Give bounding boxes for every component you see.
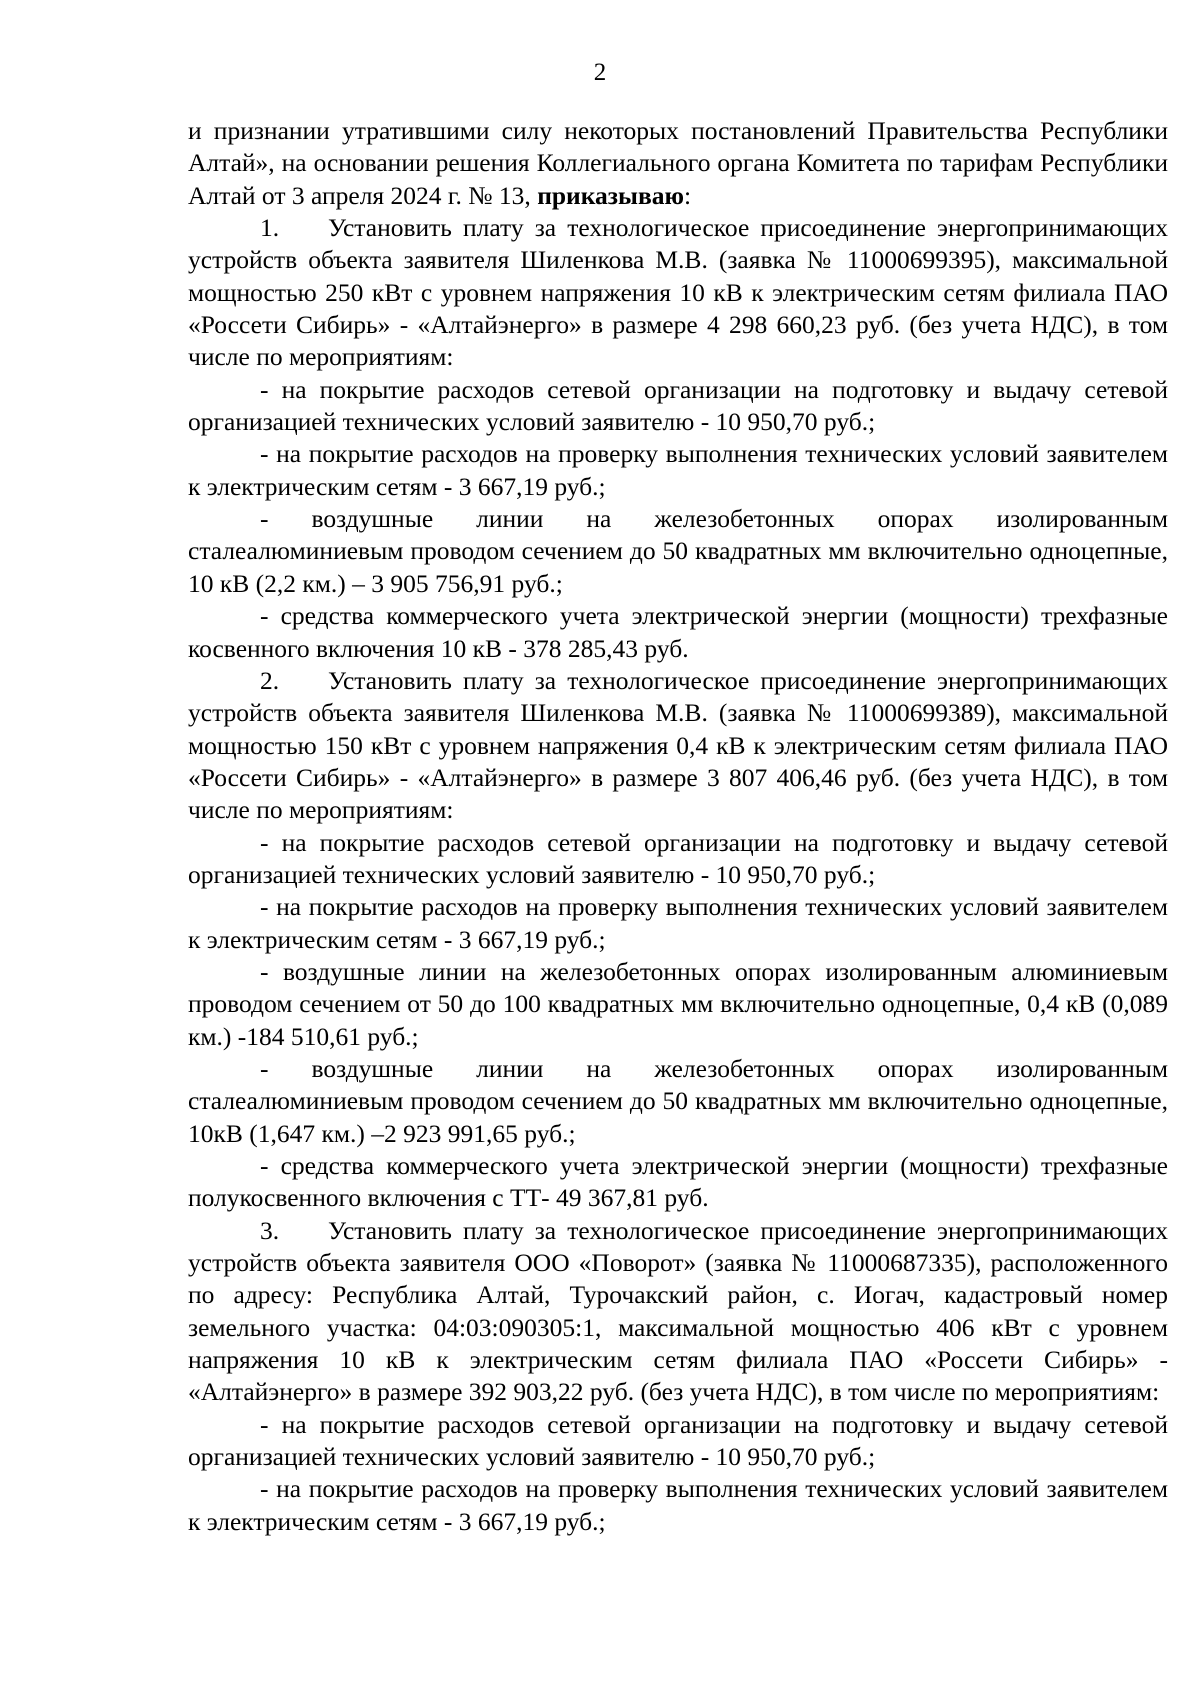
item-1-paragraph xyxy=(188,212,1168,374)
item-2-number: 2. xyxy=(260,665,280,695)
item-3-paragraph xyxy=(188,1215,1168,1409)
item-2-measure-4: - воздушные линии на железобетонных опорах изолированным сталеалюминиевым проводом сечением до 50 квадратных мм включительно одноцепные, 10кВ (1,647 км.) –2 923 991,65 руб.; xyxy=(188,1053,1168,1148)
item-2-measure-2: - на покрытие расходов на проверку выполнения технических условий заявителем к электрическим сетям - 3 667,19 руб.; xyxy=(188,892,1168,954)
item-1-number: 1. xyxy=(260,213,280,243)
item-1-measure-2: - на покрытие расходов на проверку выполнения технических условий заявителем к электрическим сетям - 3 667,19 руб.; xyxy=(188,439,1168,501)
page-number: 2 xyxy=(593,59,607,86)
intro-tail: : xyxy=(683,180,692,210)
item-1-text: Установить плату за технологическое присоединение энергопринимающих устройств объекта заявителя Шиленкова М.В. (заявка № 11000699395), максимальной мощностью 250 кВт с уровнем напряжения 10 кВ к электрическим сетям филиала ПАО «Россети Сибирь» - «Алтайэнерго» в размере 4 298 660,23 руб. (без учета НДС), в том числе по мероприятиям: xyxy=(188,213,1168,372)
intro-text: и признании утратившими силу некоторых постановлений Правительства Республики Алтай», на основании решения Коллегиального органа Комитета по тарифам Республики Алтай от 3 апреля 2024 г. № 13, xyxy=(188,116,1168,210)
item-1-measure-3: - воздушные линии на железобетонных опорах изолированным сталеалюминиевым проводом сечением до 50 квадратных мм включительно одноцепные, 10 кВ (2,2 км.) – 3 905 756,91 руб.; xyxy=(188,504,1168,598)
item-2-measure-3: - воздушные линии на железобетонных опорах изолированным алюминиевым проводом сечением от 50 до 100 квадратных мм включительно одноцепные, 0,4 кВ (0,089 км.) -184 510,61 руб.; xyxy=(188,956,1168,1051)
item-1-measure-1: - на покрытие расходов сетевой организации на подготовку и выдачу сетевой организацией технических условий заявителю - 10 950,70 руб.; xyxy=(188,374,1168,437)
document-body xyxy=(188,115,1168,1538)
item-3-number: 3. xyxy=(260,1215,280,1245)
item-3-measure-1: - на покрытие расходов сетевой организации на подготовку и выдачу сетевой организацией технических условий заявителю - 10 950,70 руб.; xyxy=(188,1409,1168,1472)
intro-order-word: приказываю xyxy=(537,180,684,210)
item-3-measure-2: - на покрытие расходов на проверку выполнения технических условий заявителем к электрическим сетям - 3 667,19 руб.; xyxy=(188,1474,1168,1536)
item-1-measure-4: - средства коммерческого учета электрической энергии (мощности) трехфазные косвенного включения 10 кВ - 378 285,43 руб. xyxy=(188,601,1168,663)
item-2-paragraph xyxy=(188,665,1168,827)
item-2-measure-5: - средства коммерческого учета электрической энергии (мощности) трехфазные полукосвенного включения с ТТ- 49 367,81 руб. xyxy=(188,1151,1168,1213)
item-2-text: Установить плату за технологическое присоединение энергопринимающих устройств объекта заявителя Шиленкова М.В. (заявка № 11000699389), максимальной мощностью 150 кВт с уровнем напряжения 0,4 кВ к электрическим сетям филиала ПАО «Россети Сибирь» - «Алтайэнерго» в размере 3 807 406,46 руб. (без учета НДС), в том числе по мероприятиям: xyxy=(188,665,1168,825)
item-3-text: Установить плату за технологическое присоединение энергопринимающих устройств объекта заявителя ООО «Поворот» (заявка № 11000687335), расположенного по адресу: Республика Алтай, Турочакский район, с. Иогач, кадастровый номер земельного участка: 04:03:090305:1, максимальной мощностью 406 кВт с уровнем напряжения 10 кВ к электрическим сетям филиала ПАО «Россети Сибирь» - «Алтайэнерго» в размере 392 903,22 руб. (без учета НДС), в том числе по мероприятиям: xyxy=(188,1215,1168,1407)
item-2-measure-1: - на покрытие расходов сетевой организации на подготовку и выдачу сетевой организацией технических условий заявителю - 10 950,70 руб.; xyxy=(188,827,1168,889)
intro-paragraph xyxy=(188,115,1168,212)
